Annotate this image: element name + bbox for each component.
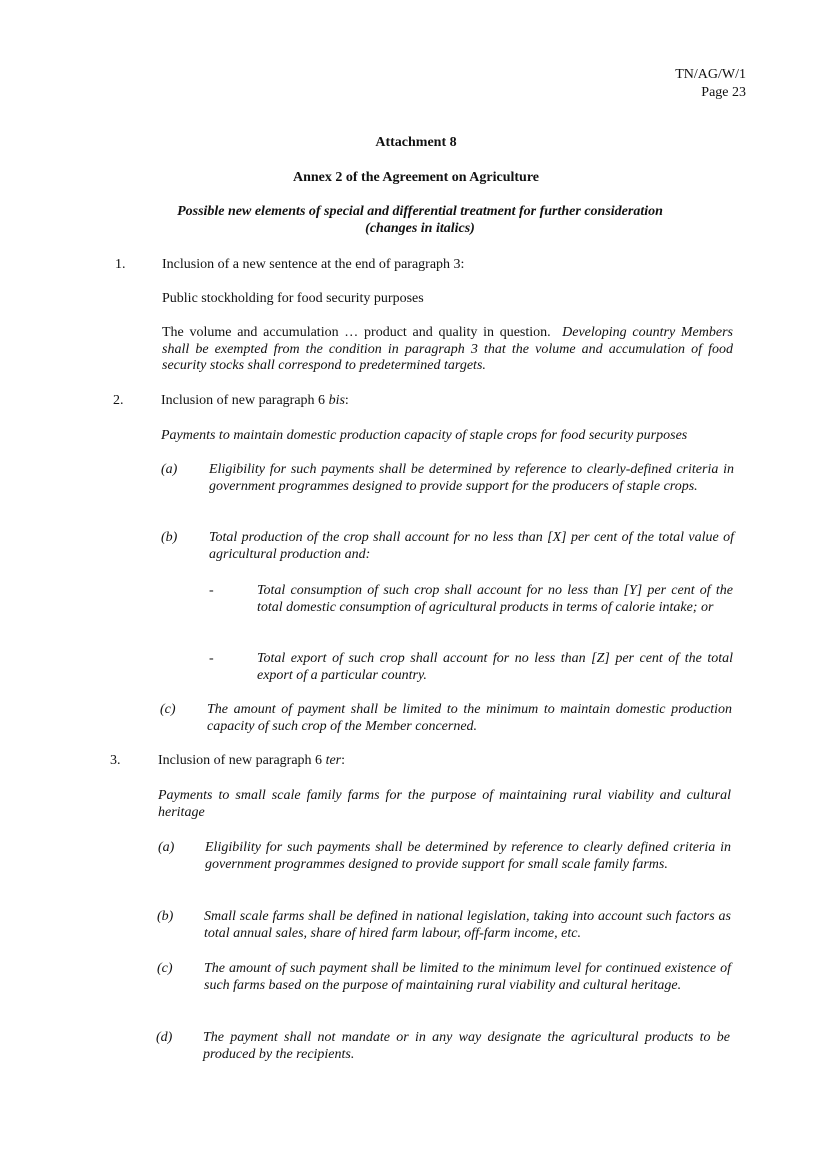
item-3-number: 3.: [110, 753, 121, 768]
item-3-c-label: (c): [157, 961, 173, 976]
item-3-d-text: The payment shall not mandate or in any way designate the agricultural products to be produced by the recipients.: [203, 1030, 730, 1062]
item-2-heading-italic: bis: [328, 393, 345, 408]
item-1-heading: Inclusion of a new sentence at the end of paragraph 3:: [162, 257, 465, 272]
item-2-a-text: Eligibility for such payments shall be determined by reference to clearly-defined criteria in government programmes designed to provide support for the producers of staple crops.: [209, 462, 734, 494]
item-3-b-text: Small scale farms shall be defined in national legislation, taking into account such factors as total annual sales, share of hired farm labour, off-farm income, etc.: [204, 909, 731, 941]
item-3-heading-italic: ter: [325, 753, 342, 768]
item-2-b2-dash: -: [209, 651, 214, 666]
item-2-c-label: (c): [160, 702, 176, 717]
item-2-b-text: Total production of the crop shall account for no less than [X] per cent of the total value of agricultural production and:: [209, 530, 734, 562]
item-2-heading-suffix: :: [344, 393, 349, 408]
page-number: Page 23: [701, 85, 746, 100]
item-1-body-plain: The volume and accumulation … product and quality in question.: [162, 325, 551, 340]
item-2-b2-text: Total export of such crop shall account for no less than [Z] per cent of the total export of a particular country.: [257, 651, 733, 683]
item-3-title: Payments to small scale family farms for the purpose of maintaining rural viability and cultural heritage: [158, 788, 731, 820]
item-2-title: Payments to maintain domestic production capacity of staple crops for food security purposes: [161, 428, 688, 443]
item-3-a-text: Eligibility for such payments shall be determined by reference to clearly defined criteria in government programmes designed to provide support for small scale family farms.: [205, 840, 731, 872]
document-symbol: TN/AG/W/1: [675, 67, 746, 82]
item-2-b1-dash: -: [209, 583, 214, 598]
item-3-d-label: (d): [156, 1030, 173, 1045]
item-2-b1-text: Total consumption of such crop shall account for no less than [Y] per cent of the total domestic consumption of agricultural products in terms of calorie intake; or: [257, 583, 733, 615]
item-3-heading-suffix: :: [341, 753, 346, 768]
item-2-a-label: (a): [161, 462, 178, 477]
item-3-c-text: The amount of such payment shall be limited to the minimum level for continued existence of such farms based on the purpose of maintaining rural viability and cultural heritage.: [204, 961, 731, 993]
item-3-heading: [158, 753, 345, 770]
item-2-heading-prefix: Inclusion of new paragraph 6: [161, 393, 326, 408]
subtitle-line-1: Possible new elements of special and differential treatment for further consideration: [177, 204, 663, 219]
item-2-number: 2.: [113, 393, 124, 408]
item-1-body: [162, 325, 733, 375]
annex-title: Annex 2 of the Agreement on Agriculture: [292, 170, 539, 185]
item-3-heading-prefix: Inclusion of new paragraph 6: [158, 753, 323, 768]
item-2-b-label: (b): [161, 530, 178, 545]
item-3-b-label: (b): [157, 909, 174, 924]
item-3-a-label: (a): [158, 840, 175, 855]
subtitle-line-2: (changes in italics): [365, 221, 475, 236]
item-2-c-text: The amount of payment shall be limited to the minimum to maintain domestic production capacity of such crop of the Member concerned.: [207, 702, 732, 734]
item-1-subheading: Public stockholding for food security purposes: [162, 291, 424, 306]
attachment-title: Attachment 8: [375, 135, 457, 150]
item-1-body-italic: Developing country Members shall be exempted from the condition in paragraph 3 that the volume and accumulation of food security stocks shall correspond to predetermined targets.: [162, 325, 733, 373]
item-2-heading: [161, 393, 349, 410]
item-1-number: 1.: [115, 257, 126, 272]
